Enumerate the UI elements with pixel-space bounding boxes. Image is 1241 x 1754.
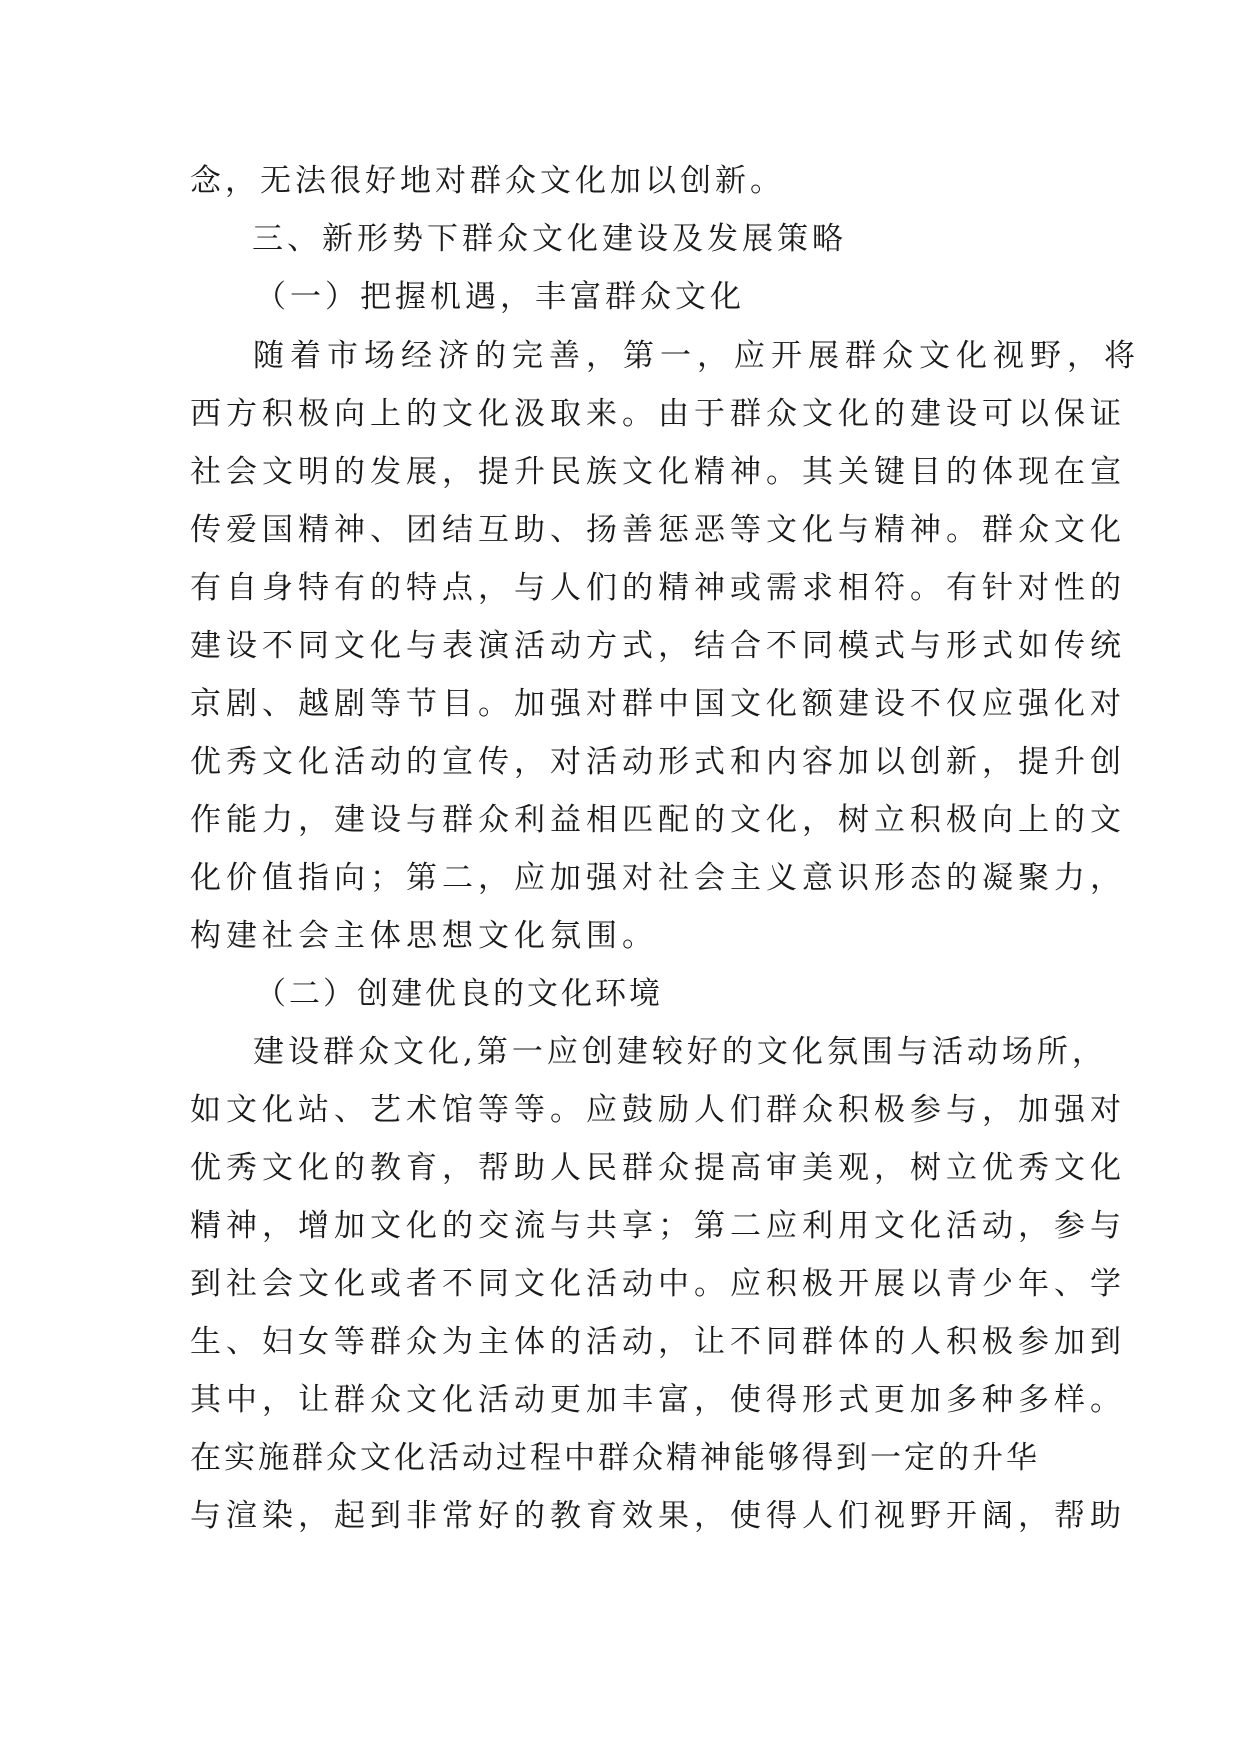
text-line: 随着市场经济的完善，第一，应开展群众文化视野，将 [253, 338, 1141, 374]
text-line: 其中，让群众文化活动更加丰富，使得形式更加多种多样。 [190, 1382, 1126, 1418]
text-line: 如文化站、艺术馆等等。应鼓励人们群众积极参与，加强对 [190, 1092, 1126, 1128]
subsection-heading: （一）把握机遇，丰富群众文化 [255, 279, 745, 315]
text-line: 生、妇女等群众为主体的活动，让不同群体的人积极参加到 [190, 1324, 1126, 1360]
text-line: 建设不同文化与表演活动方式，结合不同模式与形式如传统 [190, 628, 1126, 664]
text-line: 建设群众文化,第一应创建较好的文化氛围与活动场所， [253, 1034, 1107, 1070]
subsection-heading: （二）创建优良的文化环境 [255, 976, 663, 1012]
text-line: 到社会文化或者不同文化活动中。应积极开展以青少年、学 [190, 1266, 1126, 1302]
text-line: 在实施群众文化活动过程中群众精神能够得到一定的升华 [190, 1440, 1040, 1476]
text-line: 作能力，建设与群众利益相匹配的文化，树立积极向上的文 [190, 802, 1126, 838]
text-line: 优秀文化活动的宣传，对活动形式和内容加以创新，提升创 [190, 744, 1126, 780]
text-line: 优秀文化的教育，帮助人民群众提高审美观，树立优秀文化 [190, 1150, 1126, 1186]
text-line: 传爱国精神、团结互助、扬善惩恶等文化与精神。群众文化 [190, 512, 1126, 548]
text-line: 有自身特有的特点，与人们的精神或需求相符。有针对性的 [190, 570, 1126, 606]
text-line: 念，无法很好地对群众文化加以创新。 [190, 163, 785, 199]
text-line: 精神，增加文化的交流与共享；第二应利用文化活动，参与 [190, 1208, 1126, 1244]
text-line: 化价值指向；第二，应加强对社会主义意识形态的凝聚力， [190, 860, 1126, 896]
text-line: 构建社会主体思想文化氛围。 [190, 918, 658, 954]
text-line: 西方积极向上的文化汲取来。由于群众文化的建设可以保证 [190, 396, 1126, 432]
section-heading: 三、新形势下群众文化建设及发展策略 [252, 221, 847, 257]
text-line: 京剧、越剧等节目。加强对群中国文化额建设不仅应强化对 [190, 686, 1126, 722]
text-line: 社会文明的发展，提升民族文化精神。其关键目的体现在宣 [190, 454, 1126, 490]
text-line: 与渲染，起到非常好的教育效果，使得人们视野开阔，帮助 [190, 1498, 1126, 1534]
